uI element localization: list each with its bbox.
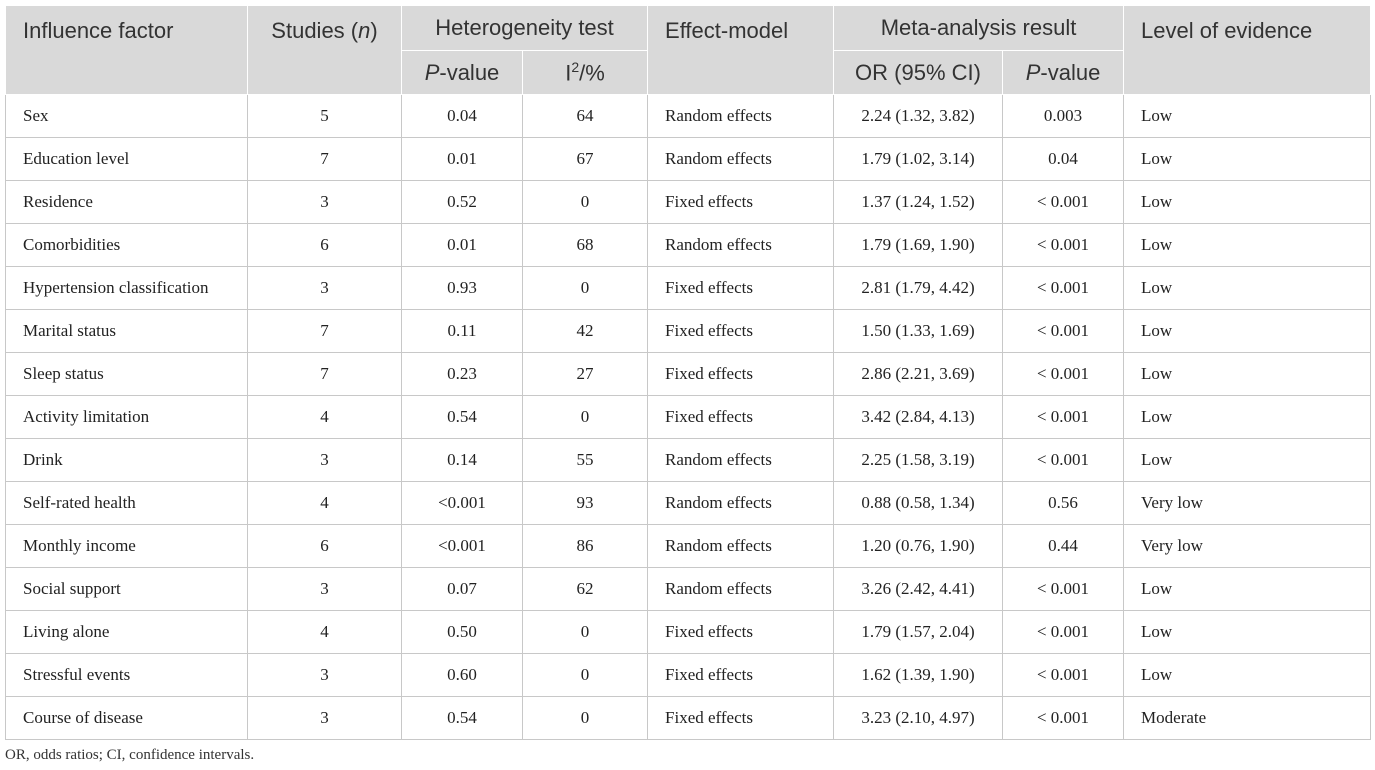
cell-i2: 0 (523, 267, 648, 310)
cell-i2: 64 (523, 95, 648, 138)
cell-effect-model: Fixed effects (648, 654, 834, 697)
cell-studies: 7 (248, 138, 402, 181)
cell-level-of-evidence: Low (1124, 353, 1371, 396)
cell-or-ci: 3.42 (2.84, 4.13) (834, 396, 1003, 439)
cell-meta-p-value: < 0.001 (1003, 697, 1124, 740)
cell-meta-p-value: 0.04 (1003, 138, 1124, 181)
cell-or-ci: 1.20 (0.76, 1.90) (834, 525, 1003, 568)
cell-studies: 4 (248, 482, 402, 525)
cell-influence-factor: Hypertension classification (6, 267, 248, 310)
header-studies: Studies (n) (248, 6, 402, 95)
cell-meta-p-value: 0.003 (1003, 95, 1124, 138)
cell-het-p-value: 0.01 (402, 224, 523, 267)
cell-or-ci: 1.50 (1.33, 1.69) (834, 310, 1003, 353)
cell-effect-model: Fixed effects (648, 697, 834, 740)
cell-or-ci: 2.86 (2.21, 3.69) (834, 353, 1003, 396)
cell-i2: 27 (523, 353, 648, 396)
cell-studies: 6 (248, 224, 402, 267)
cell-influence-factor: Sleep status (6, 353, 248, 396)
cell-meta-p-value: < 0.001 (1003, 611, 1124, 654)
header-or-ci: OR (95% CI) (834, 51, 1003, 95)
cell-i2: 0 (523, 181, 648, 224)
header-effect-model: Effect-model (648, 6, 834, 95)
cell-studies: 4 (248, 396, 402, 439)
cell-or-ci: 1.62 (1.39, 1.90) (834, 654, 1003, 697)
cell-i2: 0 (523, 611, 648, 654)
cell-het-p-value: 0.52 (402, 181, 523, 224)
table-header (6, 6, 1371, 95)
cell-effect-model: Fixed effects (648, 353, 834, 396)
cell-level-of-evidence: Moderate (1124, 697, 1371, 740)
cell-or-ci: 1.37 (1.24, 1.52) (834, 181, 1003, 224)
cell-influence-factor: Self-rated health (6, 482, 248, 525)
table-row (6, 525, 1371, 568)
cell-effect-model: Random effects (648, 138, 834, 181)
cell-i2: 68 (523, 224, 648, 267)
table-row (6, 138, 1371, 181)
header-het-p-value: P-value (402, 51, 523, 95)
cell-studies: 3 (248, 439, 402, 482)
table-row (6, 568, 1371, 611)
cell-or-ci: 2.25 (1.58, 3.19) (834, 439, 1003, 482)
cell-meta-p-value: 0.56 (1003, 482, 1124, 525)
cell-het-p-value: 0.93 (402, 267, 523, 310)
cell-meta-p-value: < 0.001 (1003, 310, 1124, 353)
cell-meta-p-value: < 0.001 (1003, 654, 1124, 697)
cell-influence-factor: Social support (6, 568, 248, 611)
cell-het-p-value: 0.07 (402, 568, 523, 611)
cell-meta-p-value: 0.44 (1003, 525, 1124, 568)
cell-level-of-evidence: Low (1124, 654, 1371, 697)
cell-meta-p-value: < 0.001 (1003, 224, 1124, 267)
cell-or-ci: 3.26 (2.42, 4.41) (834, 568, 1003, 611)
cell-meta-p-value: < 0.001 (1003, 396, 1124, 439)
table-row (6, 482, 1371, 525)
cell-het-p-value: <0.001 (402, 482, 523, 525)
cell-meta-p-value: < 0.001 (1003, 181, 1124, 224)
cell-effect-model: Fixed effects (648, 611, 834, 654)
cell-i2: 62 (523, 568, 648, 611)
header-i2: $I^2/\%$ (523, 51, 648, 95)
cell-effect-model: Random effects (648, 439, 834, 482)
cell-studies: 4 (248, 611, 402, 654)
cell-het-p-value: 0.54 (402, 396, 523, 439)
cell-effect-model: Fixed effects (648, 310, 834, 353)
cell-meta-p-value: < 0.001 (1003, 267, 1124, 310)
cell-effect-model: Fixed effects (648, 396, 834, 439)
cell-level-of-evidence: Very low (1124, 525, 1371, 568)
cell-het-p-value: 0.60 (402, 654, 523, 697)
cell-studies: 3 (248, 697, 402, 740)
cell-influence-factor: Residence (6, 181, 248, 224)
cell-level-of-evidence: Low (1124, 439, 1371, 482)
cell-effect-model: Fixed effects (648, 181, 834, 224)
header-heterogeneity-test: Heterogeneity test (402, 6, 648, 51)
table-row (6, 611, 1371, 654)
cell-i2: 0 (523, 697, 648, 740)
cell-het-p-value: 0.54 (402, 697, 523, 740)
cell-level-of-evidence: Low (1124, 95, 1371, 138)
cell-effect-model: Random effects (648, 95, 834, 138)
table-row (6, 310, 1371, 353)
table-body (6, 95, 1371, 740)
cell-het-p-value: <0.001 (402, 525, 523, 568)
cell-or-ci: 0.88 (0.58, 1.34) (834, 482, 1003, 525)
cell-influence-factor: Stressful events (6, 654, 248, 697)
cell-influence-factor: Education level (6, 138, 248, 181)
table-row (6, 181, 1371, 224)
header-meta-analysis-result: Meta-analysis result (834, 6, 1124, 51)
cell-studies: 7 (248, 310, 402, 353)
cell-studies: 3 (248, 267, 402, 310)
header-meta-p-value: P-value (1003, 51, 1124, 95)
table-row (6, 697, 1371, 740)
cell-effect-model: Random effects (648, 568, 834, 611)
cell-studies: 5 (248, 95, 402, 138)
cell-meta-p-value: < 0.001 (1003, 568, 1124, 611)
cell-meta-p-value: < 0.001 (1003, 439, 1124, 482)
cell-i2: 86 (523, 525, 648, 568)
cell-effect-model: Random effects (648, 224, 834, 267)
meta-analysis-table (5, 5, 1371, 740)
cell-i2: 93 (523, 482, 648, 525)
cell-influence-factor: Monthly income (6, 525, 248, 568)
header-level-of-evidence: Level of evidence (1124, 6, 1371, 95)
cell-influence-factor: Comorbidities (6, 224, 248, 267)
cell-meta-p-value: < 0.001 (1003, 353, 1124, 396)
table-row (6, 396, 1371, 439)
cell-het-p-value: 0.23 (402, 353, 523, 396)
cell-level-of-evidence: Very low (1124, 482, 1371, 525)
cell-level-of-evidence: Low (1124, 181, 1371, 224)
cell-influence-factor: Course of disease (6, 697, 248, 740)
cell-or-ci: 1.79 (1.57, 2.04) (834, 611, 1003, 654)
cell-studies: 6 (248, 525, 402, 568)
cell-het-p-value: 0.14 (402, 439, 523, 482)
cell-or-ci: 2.24 (1.32, 3.82) (834, 95, 1003, 138)
cell-level-of-evidence: Low (1124, 568, 1371, 611)
cell-studies: 3 (248, 654, 402, 697)
cell-level-of-evidence: Low (1124, 611, 1371, 654)
cell-influence-factor: Living alone (6, 611, 248, 654)
cell-or-ci: 1.79 (1.69, 1.90) (834, 224, 1003, 267)
cell-or-ci: 1.79 (1.02, 3.14) (834, 138, 1003, 181)
cell-studies: 7 (248, 353, 402, 396)
cell-influence-factor: Activity limitation (6, 396, 248, 439)
cell-studies: 3 (248, 568, 402, 611)
cell-level-of-evidence: Low (1124, 396, 1371, 439)
cell-or-ci: 2.81 (1.79, 4.42) (834, 267, 1003, 310)
table-row (6, 439, 1371, 482)
cell-effect-model: Random effects (648, 525, 834, 568)
cell-effect-model: Fixed effects (648, 267, 834, 310)
cell-level-of-evidence: Low (1124, 138, 1371, 181)
cell-influence-factor: Sex (6, 95, 248, 138)
table-row (6, 654, 1371, 697)
cell-het-p-value: 0.04 (402, 95, 523, 138)
cell-level-of-evidence: Low (1124, 267, 1371, 310)
cell-effect-model: Random effects (648, 482, 834, 525)
table-row (6, 267, 1371, 310)
cell-i2: 0 (523, 396, 648, 439)
cell-level-of-evidence: Low (1124, 224, 1371, 267)
cell-influence-factor: Drink (6, 439, 248, 482)
cell-studies: 3 (248, 181, 402, 224)
cell-i2: 42 (523, 310, 648, 353)
table-footnote: OR, odds ratios; CI, confidence intervals. (5, 747, 255, 763)
table-row (6, 224, 1371, 267)
table-row (6, 353, 1371, 396)
cell-i2: 0 (523, 654, 648, 697)
table-row (6, 95, 1371, 138)
cell-i2: 67 (523, 138, 648, 181)
cell-het-p-value: 0.11 (402, 310, 523, 353)
cell-or-ci: 3.23 (2.10, 4.97) (834, 697, 1003, 740)
cell-het-p-value: 0.50 (402, 611, 523, 654)
cell-influence-factor: Marital status (6, 310, 248, 353)
header-influence-factor: Influence factor (6, 6, 248, 95)
cell-level-of-evidence: Low (1124, 310, 1371, 353)
cell-het-p-value: 0.01 (402, 138, 523, 181)
cell-i2: 55 (523, 439, 648, 482)
